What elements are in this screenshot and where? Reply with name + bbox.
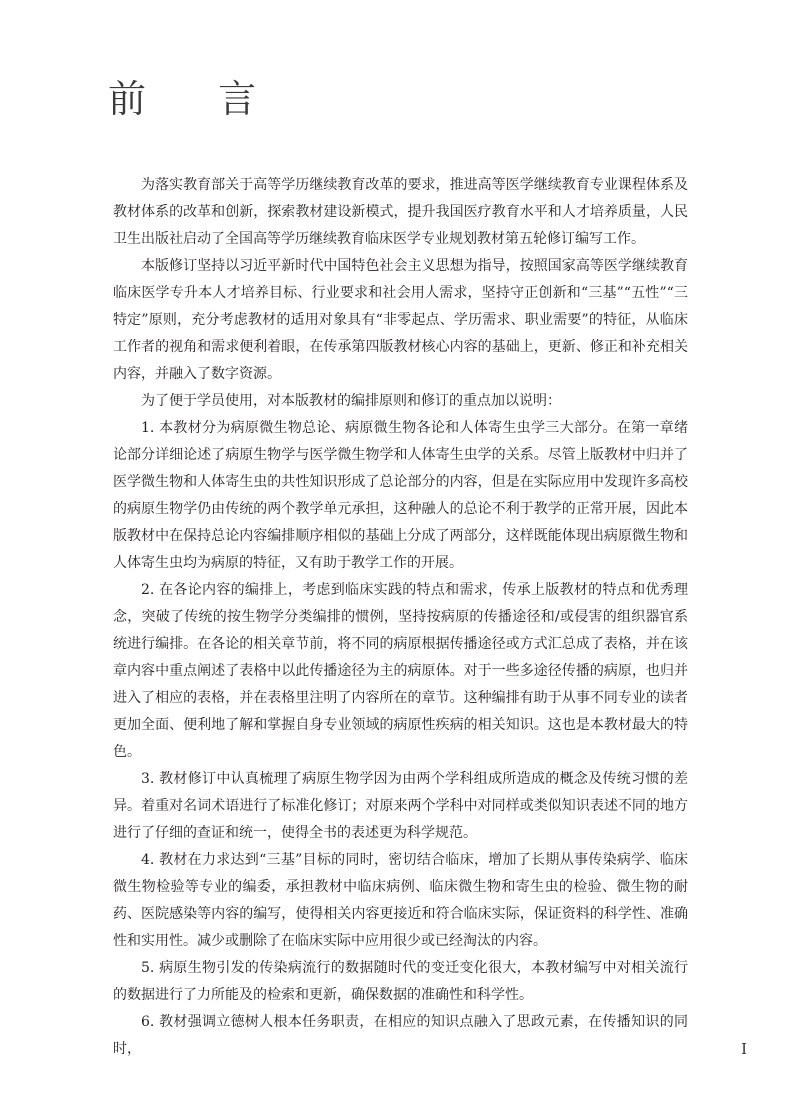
paragraph: 6. 教材强调立德树人根本任务职责，在相应的知识点融入了思政元素，在传播知识的同时， [113,1014,688,1057]
paragraph: 本版修订坚持以习近平新时代中国特色社会主义思想为指导，按照国家高等医学继续教育临床医学专升本人才培养目标、行业要求和社会用人需求，坚持守正创新和“三基”“五性”“三特定”原则，充分考虑教材的适用对象具有“非零起点、学历需求、职业需要”的特征，从临床工作者的视角和需求便利着眼，在传承第四版教材核心内容的基础上，更新、修正和补充相关内容，并融入了数字资源。 [113,258,688,382]
paragraph: 为落实教育部关于高等学历继续教育改革的要求，推进高等医学继续教育专业课程体系及教材体系的改革和创新，探索教材建设新模式，提升我国医疗教育水平和人才培养质量，人民卫生出版社启动了全国高等学历继续教育临床医学专业规划教材第五轮修订编写工作。 [113,177,688,247]
paragraph: 5. 病原生物引发的传染病流行的数据随时代的变迁变化很大，本教材编写中对相关流行的数据进行了力所能及的检索和更新，确保数据的准确性和科学性。 [113,960,688,1003]
paragraph: 1. 本教材分为病原微生物总论、病原微生物各论和人体寄生虫学三大部分。在第一章绪论部分详细论述了病原生物学与医学微生物学和人体寄生虫学的关系。尽管上版教材中归并了医学微生物和人体寄生虫的共性知识形成了总论部分的内容，但是在实际应用中发现许多高校的病原生物学仍由传统的两个教学单元承担，这种融人的总论不利于教学的正常开展，因此本版教材中在保持总论内容编排顺序相似的基础上分成了两部分，这样既能体现出病原微生物和人体寄生虫均为病原的特征，又有助于教学工作的开展。 [113,420,688,571]
paragraph: 3. 教材修订中认真梳理了病原生物学因为由两个学科组成所造成的概念及传统习惯的差异。着重对名词术语进行了标准化修订；对原来两个学科中对同样或类似知识表述不同的地方进行了仔细的查证和统一，使得全书的表述更为科学规范。 [113,771,688,841]
paragraph: 2. 在各论内容的编排上，考虑到临床实践的特点和需求，传承上版教材的特点和优秀理念，突破了传统的按生物学分类编排的惯例，坚持按病原的传播途径和/或侵害的组织器官系统进行编排。在各论的相关章节前，将不同的病原根据传播途径或方式汇总成了表格，并在该章内容中重点阐述了表格中以此传播途径为主的病原体。对于一些多途径传播的病原，也归并进入了相应的表格，并在表格里注明了内容所在的章节。这种编排有助于从事不同专业的读者更加全面、便利地了解和掌握自身专业领域的病原性疾病的相关知识。这也是本教材最大的特色。 [113,582,688,760]
paragraph: 为了便于学员使用，对本版教材的编排原则和修订的重点加以说明： [141,393,561,409]
page-number: I [741,1040,747,1058]
paragraph: 4. 教材在力求达到“三基”目标的同时，密切结合临床，增加了长期从事传染病学、临床微生物检验等专业的编委，承担教材中临床病例、临床微生物和寄生虫的检验、微生物的耐药、医院感染等内容的编写，使得相关内容更接近和符合临床实际，保证资料的科学性、准确性和实用性。减少或删除了在临床实际中应用很少或已经淘汰的内容。 [113,852,688,949]
page-title: 前 言 [108,77,287,121]
body-text [113,172,688,1063]
